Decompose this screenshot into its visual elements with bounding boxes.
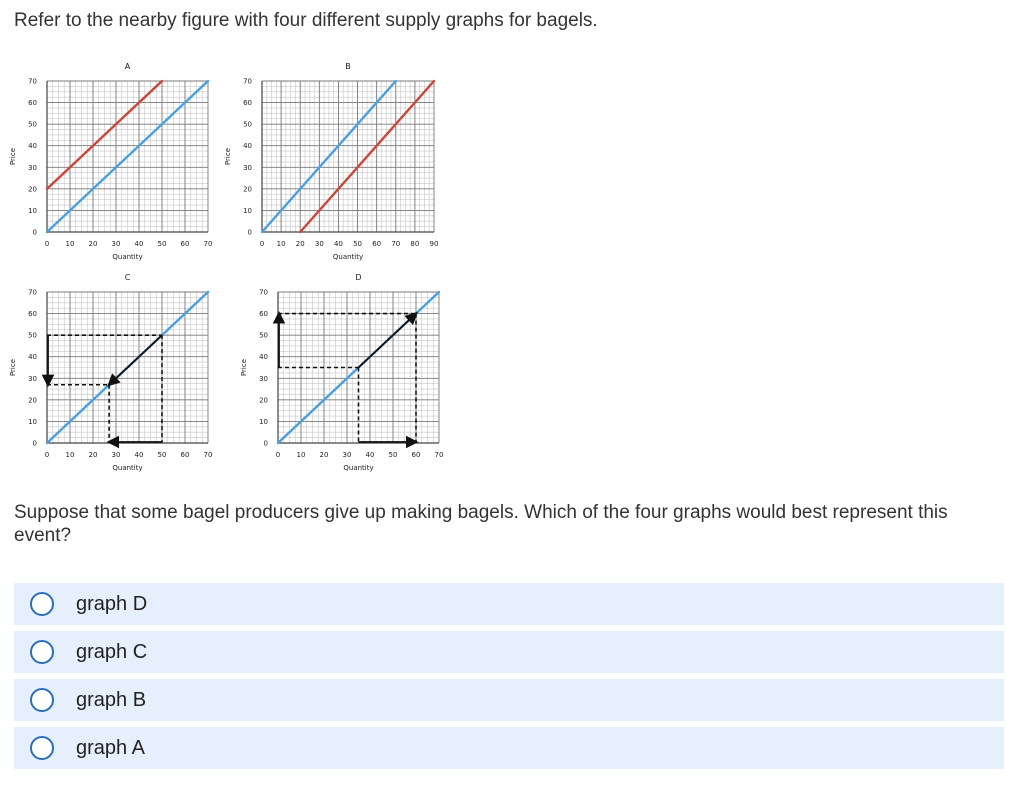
radio-button[interactable] (30, 592, 54, 616)
y-tick-label: 40 (28, 353, 37, 362)
x-tick-label: 30 (111, 451, 121, 459)
x-axis-label: Quantity (112, 464, 143, 472)
x-tick-label: 50 (157, 240, 167, 248)
x-tick-label: 60 (372, 240, 382, 248)
chart-c (47, 292, 208, 443)
x-tick-label: 10 (296, 451, 306, 459)
y-tick-label: 50 (243, 120, 252, 129)
chart-title: A (124, 62, 131, 71)
x-tick-label: 60 (180, 240, 190, 248)
x-tick-label: 90 (429, 240, 439, 248)
x-tick-label: 80 (410, 240, 420, 248)
y-axis-label: Price (9, 358, 17, 377)
y-tick-label: 60 (28, 99, 37, 108)
y-tick-label: 20 (28, 396, 37, 405)
y-tick-label: 50 (28, 331, 37, 340)
y-tick-label: 20 (28, 185, 37, 194)
movement-arrow (109, 335, 162, 385)
y-tick-label: 0 (32, 439, 37, 448)
x-tick-label: 20 (88, 240, 98, 248)
x-tick-label: 0 (44, 451, 50, 459)
prompt-text: Refer to the nearby figure with four different supply graphs for bagels. (14, 10, 598, 31)
y-tick-label: 30 (28, 374, 37, 383)
y-tick-label: 10 (243, 206, 252, 215)
choice-label: graph B (76, 688, 147, 711)
choice-graph-c[interactable] (14, 631, 1004, 673)
y-tick-label: 10 (259, 417, 268, 426)
x-tick-label: 20 (88, 451, 98, 459)
y-tick-label: 30 (28, 163, 37, 172)
y-tick-label: 70 (28, 77, 37, 86)
y-axis-label: Price (224, 147, 232, 166)
y-tick-label: 40 (28, 142, 37, 151)
choice-label: graph D (76, 592, 148, 615)
chart-title: C (124, 273, 131, 282)
y-tick-label: 0 (32, 228, 37, 237)
choice-label: graph A (76, 736, 145, 759)
x-tick-label: 0 (44, 240, 50, 248)
choice-label: graph C (76, 640, 148, 663)
x-axis-label: Quantity (332, 253, 364, 261)
x-tick-label: 40 (365, 451, 375, 459)
x-tick-label: 40 (134, 240, 144, 248)
x-tick-label: 0 (275, 451, 281, 459)
y-tick-label: 30 (259, 374, 268, 383)
x-tick-label: 30 (342, 451, 352, 459)
y-tick-label: 70 (243, 77, 252, 86)
y-tick-label: 0 (263, 439, 268, 448)
y-tick-label: 40 (259, 353, 268, 362)
x-tick-label: 0 (259, 240, 265, 248)
y-tick-label: 20 (259, 396, 268, 405)
x-tick-label: 40 (333, 240, 343, 248)
x-tick-label: 70 (203, 240, 213, 248)
y-tick-label: 70 (259, 288, 268, 297)
x-tick-label: 50 (353, 240, 363, 248)
x-tick-label: 70 (391, 240, 401, 248)
answer-choices (14, 583, 1004, 775)
x-tick-label: 30 (314, 240, 324, 248)
x-tick-label: 30 (111, 240, 121, 248)
x-tick-label: 20 (319, 451, 329, 459)
x-tick-label: 70 (203, 451, 213, 459)
choice-graph-a[interactable] (14, 727, 1004, 769)
x-tick-label: 10 (65, 240, 75, 248)
x-tick-label: 60 (180, 451, 190, 459)
y-tick-label: 50 (259, 331, 268, 340)
chart-title: D (355, 273, 362, 282)
x-tick-label: 20 (295, 240, 305, 248)
x-axis-label: Quantity (112, 253, 143, 261)
y-tick-label: 40 (243, 142, 252, 151)
x-tick-label: 10 (65, 451, 75, 459)
y-tick-label: 0 (247, 228, 252, 237)
x-tick-label: 50 (157, 451, 167, 459)
x-tick-label: 10 (276, 240, 286, 248)
chart-a (47, 81, 208, 232)
radio-button[interactable] (30, 736, 54, 760)
radio-button[interactable] (30, 688, 54, 712)
chart-b (262, 81, 434, 232)
y-tick-label: 20 (243, 185, 252, 194)
radio-button[interactable] (30, 640, 54, 664)
chart-d (278, 292, 439, 443)
y-tick-label: 70 (28, 288, 37, 297)
y-tick-label: 10 (28, 206, 37, 215)
x-axis-label: Quantity (343, 464, 374, 472)
y-axis-label: Price (9, 147, 17, 166)
choice-graph-b[interactable] (14, 679, 1004, 721)
y-tick-label: 60 (243, 99, 252, 108)
x-tick-label: 50 (388, 451, 398, 459)
x-tick-label: 40 (134, 451, 144, 459)
choice-graph-d[interactable] (14, 583, 1004, 625)
chart-title: B (345, 62, 351, 71)
y-tick-label: 50 (28, 120, 37, 129)
x-tick-label: 70 (434, 451, 444, 459)
question-text: Suppose that some bagel producers give up making bagels. Which of the four graphs would best represent this event? (14, 502, 948, 546)
y-tick-label: 10 (28, 417, 37, 426)
y-tick-label: 60 (28, 310, 37, 319)
y-axis-label: Price (240, 358, 248, 377)
x-tick-label: 60 (411, 451, 421, 459)
y-tick-label: 30 (243, 163, 252, 172)
y-tick-label: 60 (259, 310, 268, 319)
